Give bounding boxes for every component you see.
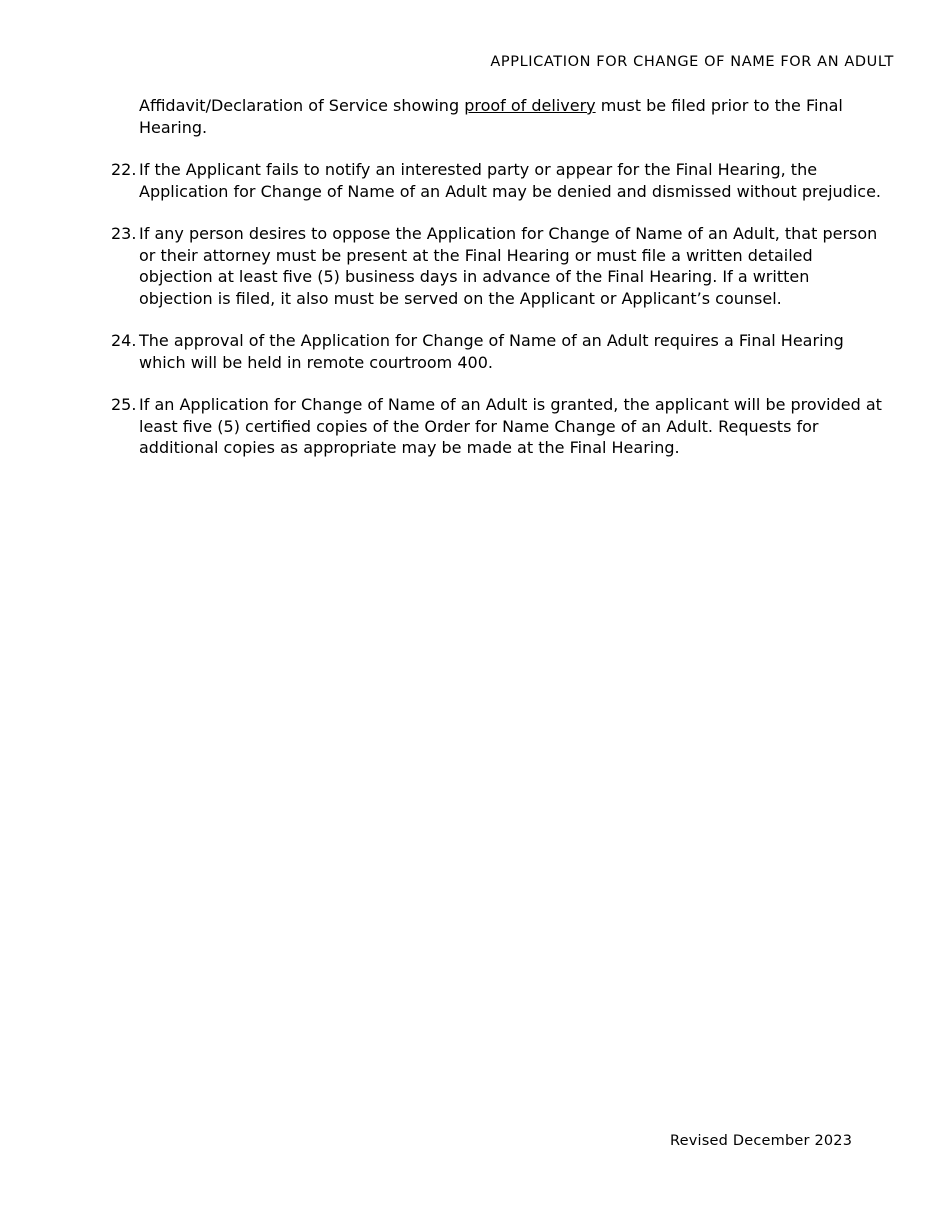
proof-of-delivery-emphasis: proof of delivery — [464, 96, 596, 115]
list-item-text: If an Application for Change of Name of an Adult is granted, the applicant will be provided at least five (5) certified copies of the Order for Name Change of an Adult. Requests for additional copies as appropriate may be made at the Final Hearing. — [139, 395, 882, 457]
list-item-number: 23. — [111, 224, 137, 243]
list-item-22 — [111, 159, 886, 202]
list-item-24 — [111, 330, 886, 373]
revision-date-footer: Revised December 2023 — [670, 1133, 853, 1149]
list-item-25 — [111, 394, 886, 459]
list-item-number: 22. — [111, 160, 137, 179]
list-item-text: The approval of the Application for Change of Name of an Adult requires a Final Hearing which will be held in remote courtroom 400. — [139, 331, 844, 372]
document-header-title: APPLICATION FOR CHANGE OF NAME FOR AN ADULT — [490, 54, 894, 70]
list-item-text: If any person desires to oppose the Application for Change of Name of an Adult, that person or their attorney must be present at the Final Hearing or must file a written detailed objection at least five (5) business days in advance of the Final Hearing. If a written objection is filed, it also must be served on the Applicant or Applicant’s counsel. — [139, 224, 878, 308]
list-item-23 — [111, 223, 886, 309]
continued-text-after: must be filed prior to the Final Hearing. — [139, 96, 843, 137]
continued-text-before: Affidavit/Declaration of Service showing — [139, 96, 465, 115]
continued-paragraph — [111, 95, 886, 138]
document-body — [111, 95, 886, 480]
list-item-text: If the Applicant fails to notify an interested party or appear for the Final Hearing, the Application for Change of Name of an Adult may be denied and dismissed without prejudice. — [139, 160, 882, 201]
list-item-number: 24. — [111, 331, 137, 350]
list-item-number: 25. — [111, 395, 137, 414]
